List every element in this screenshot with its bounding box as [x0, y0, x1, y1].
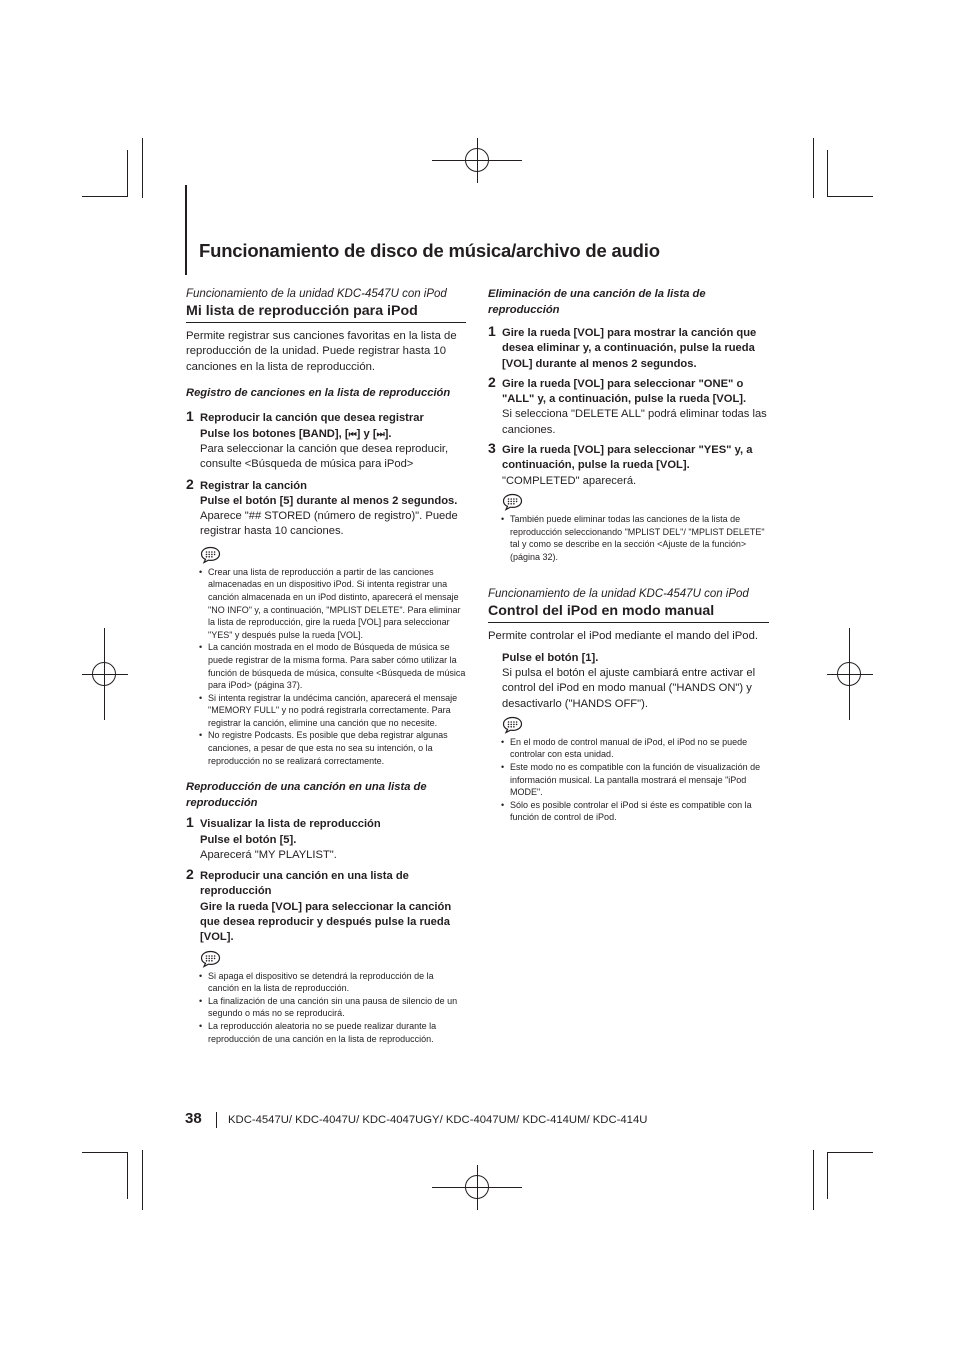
manual-subtitle: Funcionamiento de la unidad KDC-4547U con iPod: [488, 588, 749, 601]
manual-notes: [488, 736, 769, 824]
step-action: Gire la rueda [VOL] para mostrar la canción que desea eliminar y, a continuación, pulse la rueda [VOL] durante al menos 2 segundos.: [502, 327, 757, 370]
step-action: Gire la rueda [VOL] para seleccionar la canción que desea reproducir y después pulse la rueda [VOL].: [200, 900, 452, 944]
step-action: Pulse el botón [1].: [502, 651, 599, 664]
register-step-1: [186, 408, 466, 472]
prev-track-icon: ⏮: [348, 428, 357, 439]
step-number: 3: [488, 440, 496, 457]
note-icon: [200, 546, 221, 564]
step-description: Si selecciona "DELETE ALL" podrá eliminar todas las canciones.: [502, 408, 767, 436]
step-number: 2: [488, 373, 496, 390]
playlist-intro: Permite registrar sus canciones favoritas en la lista de reproducción de la unidad. Puede registrar hasta 10 canciones en la lista de reproducción.: [186, 330, 457, 373]
note-item: • Este modo no es compatible con la función de visualización de información musical. La pantalla mostrará el mensaje "iPod MODE".: [488, 761, 769, 799]
note-item: • También puede eliminar todas las canciones de la lista de reproducción seleccionando "MPLIST DEL"/ "MPLIST DELETE" tal y como se describe en la sección <Ajuste de la función> (página 32).: [488, 513, 769, 563]
note-item: • En el modo de control manual de iPod, el iPod no se puede controlar con esta unidad.: [488, 736, 769, 761]
step-description: "COMPLETED" aparecerá.: [502, 474, 637, 487]
delete-heading: Eliminación de una canción de la lista de reproducción: [488, 288, 706, 316]
note-item: • La reproducción aleatoria no se puede realizar durante la reproducción de una canción en la lista de reproducción.: [186, 1020, 466, 1045]
step-number: 2: [186, 866, 194, 883]
note-icon: [502, 716, 523, 734]
note-icon: [502, 493, 523, 511]
page-title: Funcionamiento de disco de música/archivo de audio: [199, 240, 660, 261]
step-action: Pulse los botones [BAND], [⏮] y [⏭].: [200, 427, 392, 440]
step-action: Gire la rueda [VOL] para seleccionar "YES" y, a continuación, pulse la rueda [VOL].: [502, 444, 753, 472]
register-step-2: [186, 475, 466, 540]
step-description: Aparecerá "MY PLAYLIST".: [200, 848, 337, 861]
step-number: 2: [186, 475, 194, 492]
title-bar: [185, 185, 187, 275]
manual-heading: Control del iPod en modo manual: [488, 603, 769, 623]
note-item: • No registre Podcasts. Es posible que deba registrar algunas canciones, a pesar de que esta no sea su intención, o la reproducción no se realizará correctamente.: [186, 729, 466, 767]
step-description: Para seleccionar la canción que desea reproducir, consulte <Búsqueda de música para iPod>: [200, 442, 449, 471]
footer-divider: [216, 1112, 217, 1128]
note-item: • La canción mostrada en el modo de Búsqueda de música se puede registrar de la misma forma. Para saber cómo utilizar la función de búsqueda de música, consulte <Búsqueda de música para iPod> (página 37).: [186, 641, 466, 691]
step-title: Visualizar la lista de reproducción: [200, 818, 381, 831]
delete-notes: [488, 513, 769, 563]
step-number: 1: [488, 323, 496, 339]
step-title: Registrar la canción: [200, 479, 307, 492]
note-item: • Crear una lista de reproducción a partir de las canciones almacenadas en un dispositivo iPod. Si intenta registrar una canción almacenada en un iPod distinto, aparecerá el mensaje "NO INFO" y, a continuación, "MPLIST DELETE". Para eliminar la lista de reproducción, gire la rueda [VOL] para seleccionar "YES" y después pulse la rueda [VOL].: [186, 566, 466, 642]
step-number: 1: [186, 408, 194, 425]
note-item: • Si apaga el dispositivo se detendrá la reproducción de la canción en la lista de reproducción.: [186, 970, 466, 995]
manual-intro: Permite controlar el iPod mediante el mando del iPod.: [488, 630, 759, 643]
delete-step-1: [488, 323, 769, 372]
step-number: 1: [186, 814, 194, 831]
play-notes: [186, 970, 466, 1046]
step-action: Pulse el botón [5] durante al menos 2 segundos.: [200, 494, 458, 507]
play-heading: Reproducción de una canción en una lista de reproducción: [186, 781, 427, 809]
step-action: Pulse el botón [5].: [200, 833, 297, 846]
delete-step-3: [488, 440, 769, 489]
step-action: Gire la rueda [VOL] para seleccionar "ONE" o "ALL" y, a continuación, pulse la rueda [VOL].: [502, 377, 747, 406]
next-track-icon: ⏭: [376, 428, 385, 439]
playlist-subtitle: Funcionamiento de la unidad KDC-4547U con iPod: [186, 288, 447, 300]
play-step-1: [186, 814, 466, 863]
right-column: [488, 287, 769, 824]
left-column: [186, 287, 466, 1045]
play-step-2: [186, 866, 466, 945]
note-icon: [200, 950, 221, 968]
model-list: KDC-4547U/ KDC-4047U/ KDC-4047UGY/ KDC-4047UM/ KDC-414UM/ KDC-414U: [228, 1114, 648, 1126]
note-item: • Sólo es posible controlar el iPod si éste es compatible con la función de control de iPod.: [488, 799, 769, 824]
note-item: • La finalización de una canción sin una pausa de silencio de un segundo o más no se reproducirá.: [186, 995, 466, 1020]
register-heading: Registro de canciones en la lista de reproducción: [186, 386, 451, 399]
playlist-heading: Mi lista de reproducción para iPod: [186, 303, 466, 323]
step-description: Si pulsa el botón el ajuste cambiará entre activar el control del iPod en modo manual ("HANDS ON") y desactivarlo ("HANDS OFF").: [502, 666, 756, 710]
delete-step-2: [488, 373, 769, 438]
note-item: • Si intenta registrar la undécima canción, aparecerá el mensaje "MEMORY FULL" y no podrá registrarla correctamente. Para registrar la canción, elimine una canción que no necesite.: [186, 692, 466, 730]
register-notes: [186, 566, 466, 768]
step-title: Reproducir una canción en una lista de reproducción: [200, 870, 409, 898]
page-number: 38: [185, 1110, 202, 1127]
manual-step: [488, 651, 769, 712]
step-title: Reproducir la canción que desea registrar: [200, 412, 424, 425]
step-description: Aparece "## STORED (número de registro)". Puede registrar hasta 10 canciones.: [200, 510, 458, 538]
